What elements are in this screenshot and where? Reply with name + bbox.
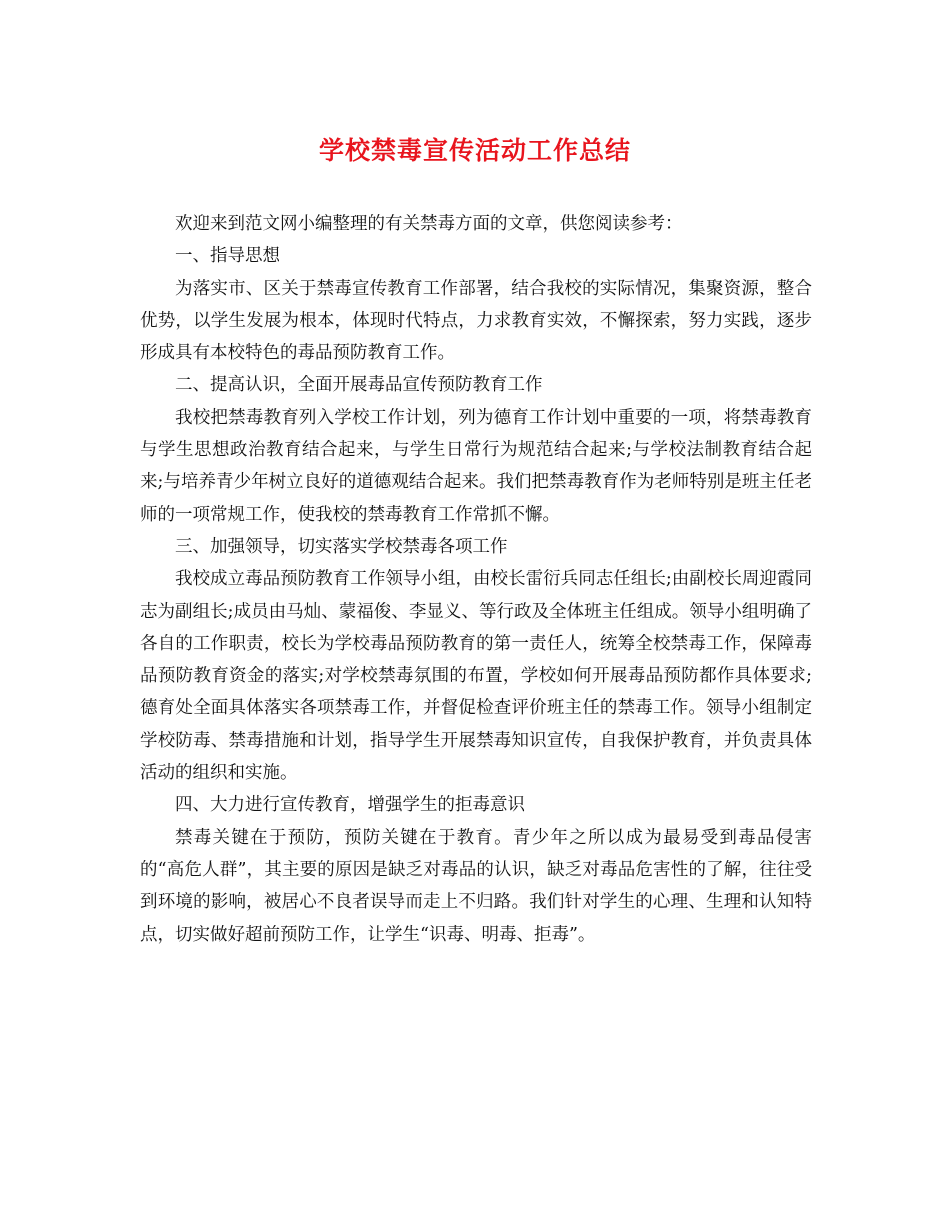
section-paragraph-raise-awareness: 我校把禁毒教育列入学校工作计划，列为德育工作计划中重要的一项，将禁毒教育与学生思想政治教育结合起来，与学生日常行为规范结合起来;与学校法制教育结合起来;与培养青少年树立良好的道德观结合起来。我们把禁毒教育作为老师特别是班主任老师的一项常规工作，使我校的禁毒教育工作常抓不懈。 (140, 407, 812, 525)
intro-paragraph: 欢迎来到范文网小编整理的有关禁毒方面的文章，供您阅读参考： (175, 214, 683, 234)
document-title: 学校禁毒宣传活动工作总结 (318, 136, 631, 165)
section-heading-publicity-education: 四、大力进行宣传教育，增强学生的拒毒意识 (175, 795, 525, 816)
document-body (140, 208, 812, 951)
section-paragraph-publicity-education: 禁毒关键在于预防，预防关键在于教育。青少年之所以成为最易受到毒品侵害的“高危人群”，其主要的原因是缺乏对毒品的认识，缺乏对毒品危害性的了解，往往受到环境的影响，被居心不良者误导而走上不归路。我们针对学生的心理、生理和认知特点，切实做好超前预防工作，让学生“识毒、明毒、拒毒”。 (140, 827, 812, 945)
section-heading-guiding-ideology: 一、指导思想 (175, 246, 280, 267)
section-paragraph-guiding-ideology: 为落实市、区关于禁毒宣传教育工作部署，结合我校的实际情况，集聚资源，整合优势，以学生发展为根本，体现时代特点，力求教育实效，不懈探索，努力实践，逐步形成具有本校特色的毒品预防教育工作。 (140, 278, 812, 364)
section-heading-strengthen-leadership: 三、加强领导，切实落实学校禁毒各项工作 (175, 536, 508, 557)
section-heading-raise-awareness: 二、提高认识，全面开展毒品宣传预防教育工作 (175, 375, 543, 396)
section-paragraph-strengthen-leadership: 我校成立毒品预防教育工作领导小组，由校长雷衍兵同志任组长;由副校长周迎霞同志为副组长;成员由马灿、蒙福俊、李显义、等行政及全体班主任组成。领导小组明确了各自的工作职责，校长为学校毒品预防教育的第一责任人，统筹全校禁毒工作，保障毒品预防教育资金的落实;对学校禁毒氛围的布置，学校如何开展毒品预防都作具体要求;德育处全面具体落实各项禁毒工作，并督促检查评价班主任的禁毒工作。领导小组制定学校防毒、禁毒措施和计划，指导学生开展禁毒知识宣传，自我保护教育，并负责具体活动的组织和实施。 (140, 569, 812, 784)
